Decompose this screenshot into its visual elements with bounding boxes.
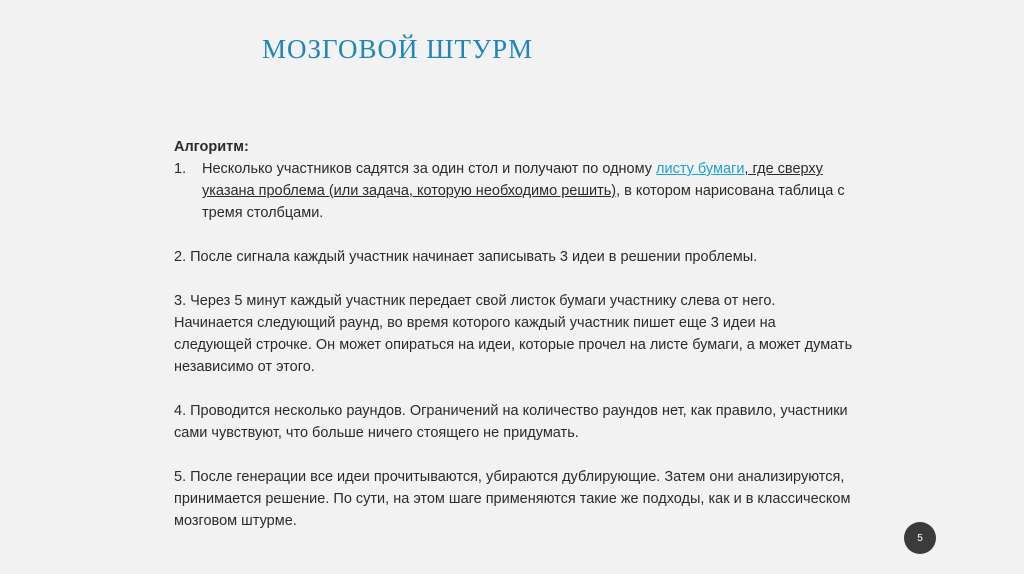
item1-text-end: , в котором нарисована таблица с тремя столбцами. [202, 183, 845, 221]
paper-sheet-link[interactable]: листу бумаги [656, 161, 745, 177]
paragraph-2: 2. После сигнала каждый участник начинает записывать 3 идеи в решении проблемы. [174, 249, 758, 265]
page-number-badge [904, 522, 936, 554]
slide-body [174, 136, 854, 532]
item1-text-start: Несколько участников садятся за один стол и получают по одному [202, 161, 657, 177]
list-item-1 [174, 158, 854, 224]
paragraph-3: 3. Через 5 минут каждый участник передает свой листок бумаги участнику слева от него. Начинается следующий раунд, во время которого каждый участник пишет еще 3 идеи на следующей строчке. Он может опираться на идеи, которые прочел на листе бумаги, а может думать независимо от этого. [174, 293, 853, 375]
algorithm-heading: Алгоритм: [174, 139, 249, 155]
list-item-1-text [202, 158, 854, 224]
item1-underlined-text: , где сверху указана проблема (или задача, которую необходимо решить) [202, 161, 823, 199]
paragraph-5: 5. После генерации все идеи прочитываются, убираются дублирующие. Затем они анализируются, принимается решение. По сути, на этом шаге применяются такие же подходы, как и в классическом мозговом штурме. [174, 469, 851, 529]
list-item-1-number: 1. [174, 161, 187, 177]
page-number: 5 [917, 532, 923, 544]
paragraph-4: 4. Проводится несколько раундов. Ограничений на количество раундов нет, как правило, участники сами чувствуют, что больше ничего стоящего не придумать. [174, 403, 848, 441]
slide-title: МОЗГОВОЙ ШТУРМ [262, 34, 534, 64]
